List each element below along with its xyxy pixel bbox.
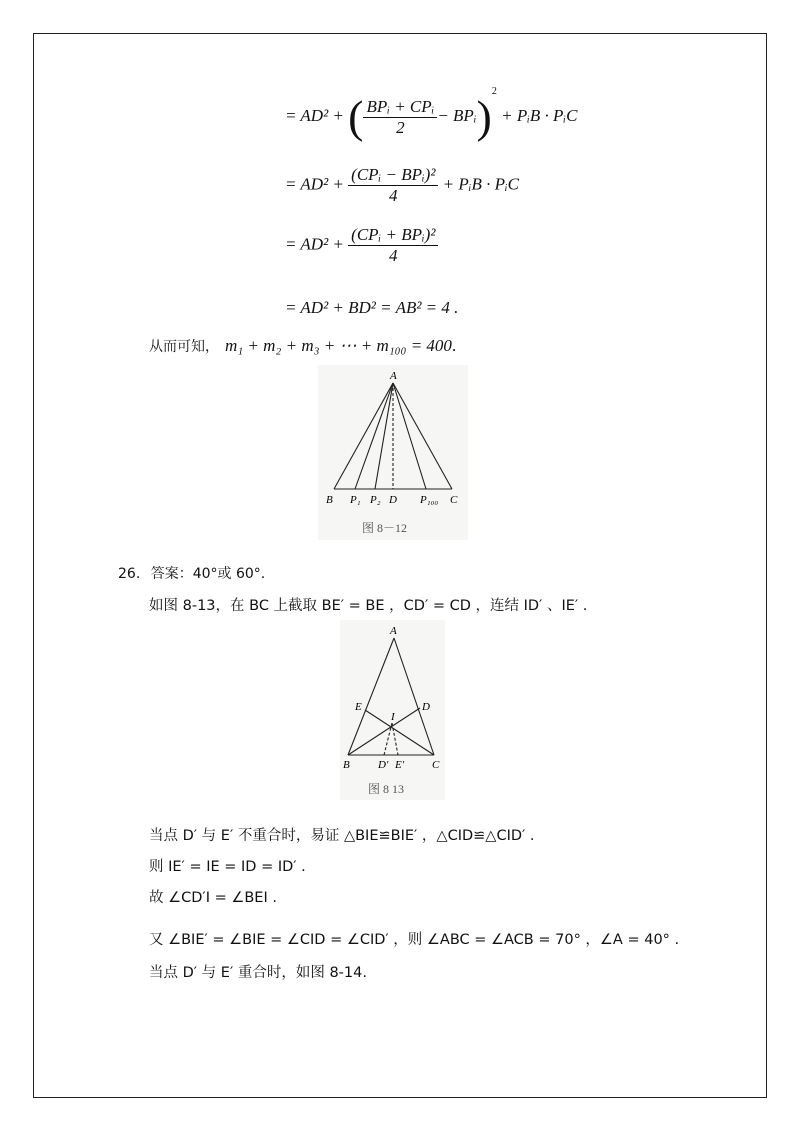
equation-line-3 [285, 225, 438, 266]
eq1-denominator: 2 [396, 117, 405, 137]
eq3-prefix: = AD² + [285, 234, 349, 254]
q26-construction: 如图 8-13，在 BC 上截取 BE′ = BE ，CD′ = CD ，连结 ID′ 、IE′ . [149, 598, 588, 614]
fig13-label-I: I [391, 711, 395, 723]
statement-2: 则 IE′ = IE = ID = ID′ . [149, 859, 306, 875]
fig13-label-A: A [390, 625, 397, 637]
eq3-fraction [348, 225, 438, 266]
conclusion-prefix: 从而可知， [149, 339, 219, 355]
fig12-label-C: C [450, 494, 458, 506]
eq2-denominator: 4 [389, 186, 398, 205]
eq2-fraction [348, 165, 438, 206]
eq2-prefix: = AD² + [285, 174, 349, 194]
eq3-numerator: (CPᵢ + BPᵢ)² [348, 225, 438, 246]
eq2-numerator: (CPᵢ − BPᵢ)² [348, 165, 438, 186]
statement-3: 故 ∠CD′I = ∠BEI . [149, 890, 277, 906]
fig13-caption: 图 8 13 [368, 782, 405, 796]
eq1-tail: + PᵢB · PᵢC [496, 105, 578, 125]
statement-1: 当点 D′ 与 E′ 不重合时，易证 △BIE≌BIE′ ，△CID≌△CID′ . [149, 828, 535, 844]
fig13-label-E: E [355, 701, 362, 713]
figure-8-12 [318, 365, 468, 540]
figure-8-13 [340, 620, 445, 800]
equation-line-2 [285, 165, 519, 206]
conclusion [149, 336, 456, 356]
fig12-label-B: B [326, 494, 333, 506]
fig12-label-P1: P₁ [350, 494, 361, 506]
fig13-label-Dprime: D′ [378, 759, 389, 771]
eq3-denominator: 4 [389, 246, 398, 265]
fig13-label-B: B [343, 759, 350, 771]
eq1-fraction [363, 97, 437, 138]
q26-answer-line [118, 563, 265, 583]
q26-answer: 答案：40°或 60°. [150, 566, 266, 582]
fig13-label-C: C [432, 759, 440, 771]
fig12-label-D: D [389, 494, 397, 506]
right-paren: ) [476, 91, 492, 142]
eq1-numerator: BPᵢ + CPᵢ [363, 97, 437, 118]
q26-number: 26. [118, 566, 141, 582]
fig13-label-Eprime: E′ [395, 759, 405, 771]
figure-8-13-drawing [340, 620, 445, 800]
equation-line-4: = AD² + BD² = AB² = 4 . [285, 298, 459, 317]
fig12-label-P2: P₂ [370, 494, 381, 506]
conclusion-suffix: . [451, 336, 457, 355]
fig12-caption: 图 8－12 [362, 521, 408, 535]
eq1-exponent: 2 [491, 86, 497, 98]
eq1-mid: − BPᵢ [437, 105, 477, 125]
left-paren: ( [348, 91, 364, 142]
fig13-label-D: D [422, 701, 430, 713]
eq2-tail: + PᵢB · PᵢC [438, 174, 520, 194]
equation-line-1 [285, 86, 578, 142]
fig12-label-P100: P₁₀₀ [420, 494, 439, 506]
statement-4: 又 ∠BIE′ = ∠BIE = ∠CID = ∠CID′ ，则 ∠ABC = ∠ACB = 70° ，∠A = 40° . [149, 932, 680, 948]
conclusion-formula: m₁ + m₂ + m₃ + ⋯ + m₁₀₀ = 400 [225, 336, 452, 355]
eq1-prefix: = AD² + [285, 105, 349, 125]
fig12-label-A: A [390, 370, 397, 382]
figure-8-12-drawing [318, 365, 468, 540]
statement-5: 当点 D′ 与 E′ 重合时，如图 8-14. [149, 965, 367, 981]
